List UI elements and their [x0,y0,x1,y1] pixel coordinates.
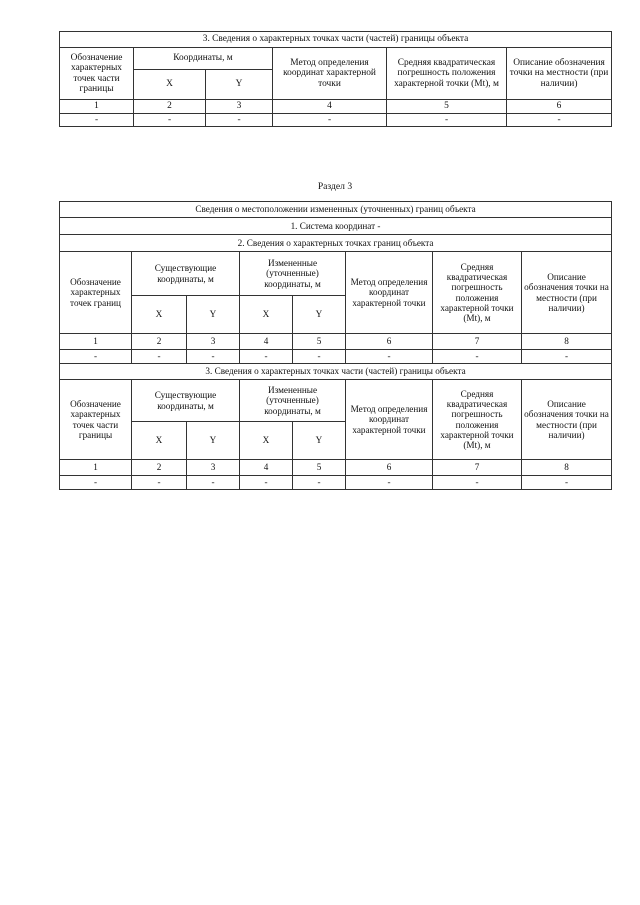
header-accuracy: Средняя квадратическая погрешность положения характерной точки (Mt), м [387,48,507,100]
header-accuracy: Средняя квадратическая погрешность положения характерной точки (Mt), м [433,380,522,460]
coordinate-system: 1. Система координат - [60,218,612,235]
header-y: Y [293,422,346,460]
subsection-title: 2. Сведения о характерных точках границ объекта [60,235,612,252]
table-cell: - [522,350,612,364]
table-cell: - [507,114,612,127]
header-method: Метод определения координат характерной точки [346,380,433,460]
column-number: 2 [134,100,206,114]
header-method: Метод определения координат характерной точки [346,252,433,334]
column-number: 5 [387,100,507,114]
changed-boundaries-table [59,201,612,490]
header-y: Y [206,70,273,100]
header-y: Y [293,296,346,334]
column-number: 5 [293,460,346,476]
header-x: X [132,422,187,460]
table-cell: - [60,114,134,127]
part-boundary-points-table [59,31,612,127]
header-accuracy: Средняя квадратическая погрешность положения характерной точки (Mt), м [433,252,522,334]
table-cell: - [206,114,273,127]
table-cell: - [60,476,132,490]
column-number: 2 [132,460,187,476]
header-coordinates: Координаты, м [134,48,273,70]
table-cell: - [433,476,522,490]
table-cell: - [187,476,240,490]
header-x: X [240,296,293,334]
column-number: 6 [346,460,433,476]
table-cell: - [522,476,612,490]
table-cell: - [273,114,387,127]
table-cell: - [346,476,433,490]
column-number: 1 [60,334,132,350]
header-description: Описание обозначения точки на местности (при наличии) [522,252,612,334]
table-title: Сведения о местоположении измененных (уточненных) границ объекта [60,202,612,218]
header-existing-coordinates: Существующие координаты, м [132,252,240,296]
header-x: X [240,422,293,460]
column-number: 2 [132,334,187,350]
header-changed-coordinates: Измененные (уточненные) координаты, м [240,252,346,296]
table-cell: - [387,114,507,127]
header-y: Y [187,422,240,460]
table-cell: - [132,476,187,490]
table-cell: - [240,350,293,364]
column-number: 6 [507,100,612,114]
column-number: 8 [522,334,612,350]
table-cell: - [187,350,240,364]
table-cell: - [132,350,187,364]
table-cell: - [293,350,346,364]
column-number: 1 [60,460,132,476]
column-number: 5 [293,334,346,350]
table-cell: - [433,350,522,364]
header-method: Метод определения координат характерной точки [273,48,387,100]
table-cell: - [240,476,293,490]
column-number: 4 [273,100,387,114]
column-number: 7 [433,460,522,476]
header-designation: Обозначение характерных точек части границы [60,48,134,100]
header-existing-coordinates: Существующие координаты, м [132,380,240,422]
column-number: 4 [240,334,293,350]
column-number: 7 [433,334,522,350]
header-description: Описание обозначения точки на местности (при наличии) [507,48,612,100]
header-designation: Обозначение характерных точек границ [60,252,132,334]
header-x: X [134,70,206,100]
header-x: X [132,296,187,334]
table-cell: - [60,350,132,364]
header-y: Y [187,296,240,334]
column-number: 3 [206,100,273,114]
column-number: 6 [346,334,433,350]
header-description: Описание обозначения точки на местности (при наличии) [522,380,612,460]
section-heading: Раздел 3 [317,181,353,192]
column-number: 3 [187,460,240,476]
column-number: 3 [187,334,240,350]
header-designation: Обозначение характерных точек части границы [60,380,132,460]
table-title: 3. Сведения о характерных точках части (частей) границы объекта [60,32,612,48]
header-changed-coordinates: Измененные (уточненные) координаты, м [240,380,346,422]
column-number: 4 [240,460,293,476]
table-cell: - [134,114,206,127]
table-cell: - [346,350,433,364]
column-number: 8 [522,460,612,476]
table-cell: - [293,476,346,490]
column-number: 1 [60,100,134,114]
subsection-title: 3. Сведения о характерных точках части (частей) границы объекта [60,364,612,380]
